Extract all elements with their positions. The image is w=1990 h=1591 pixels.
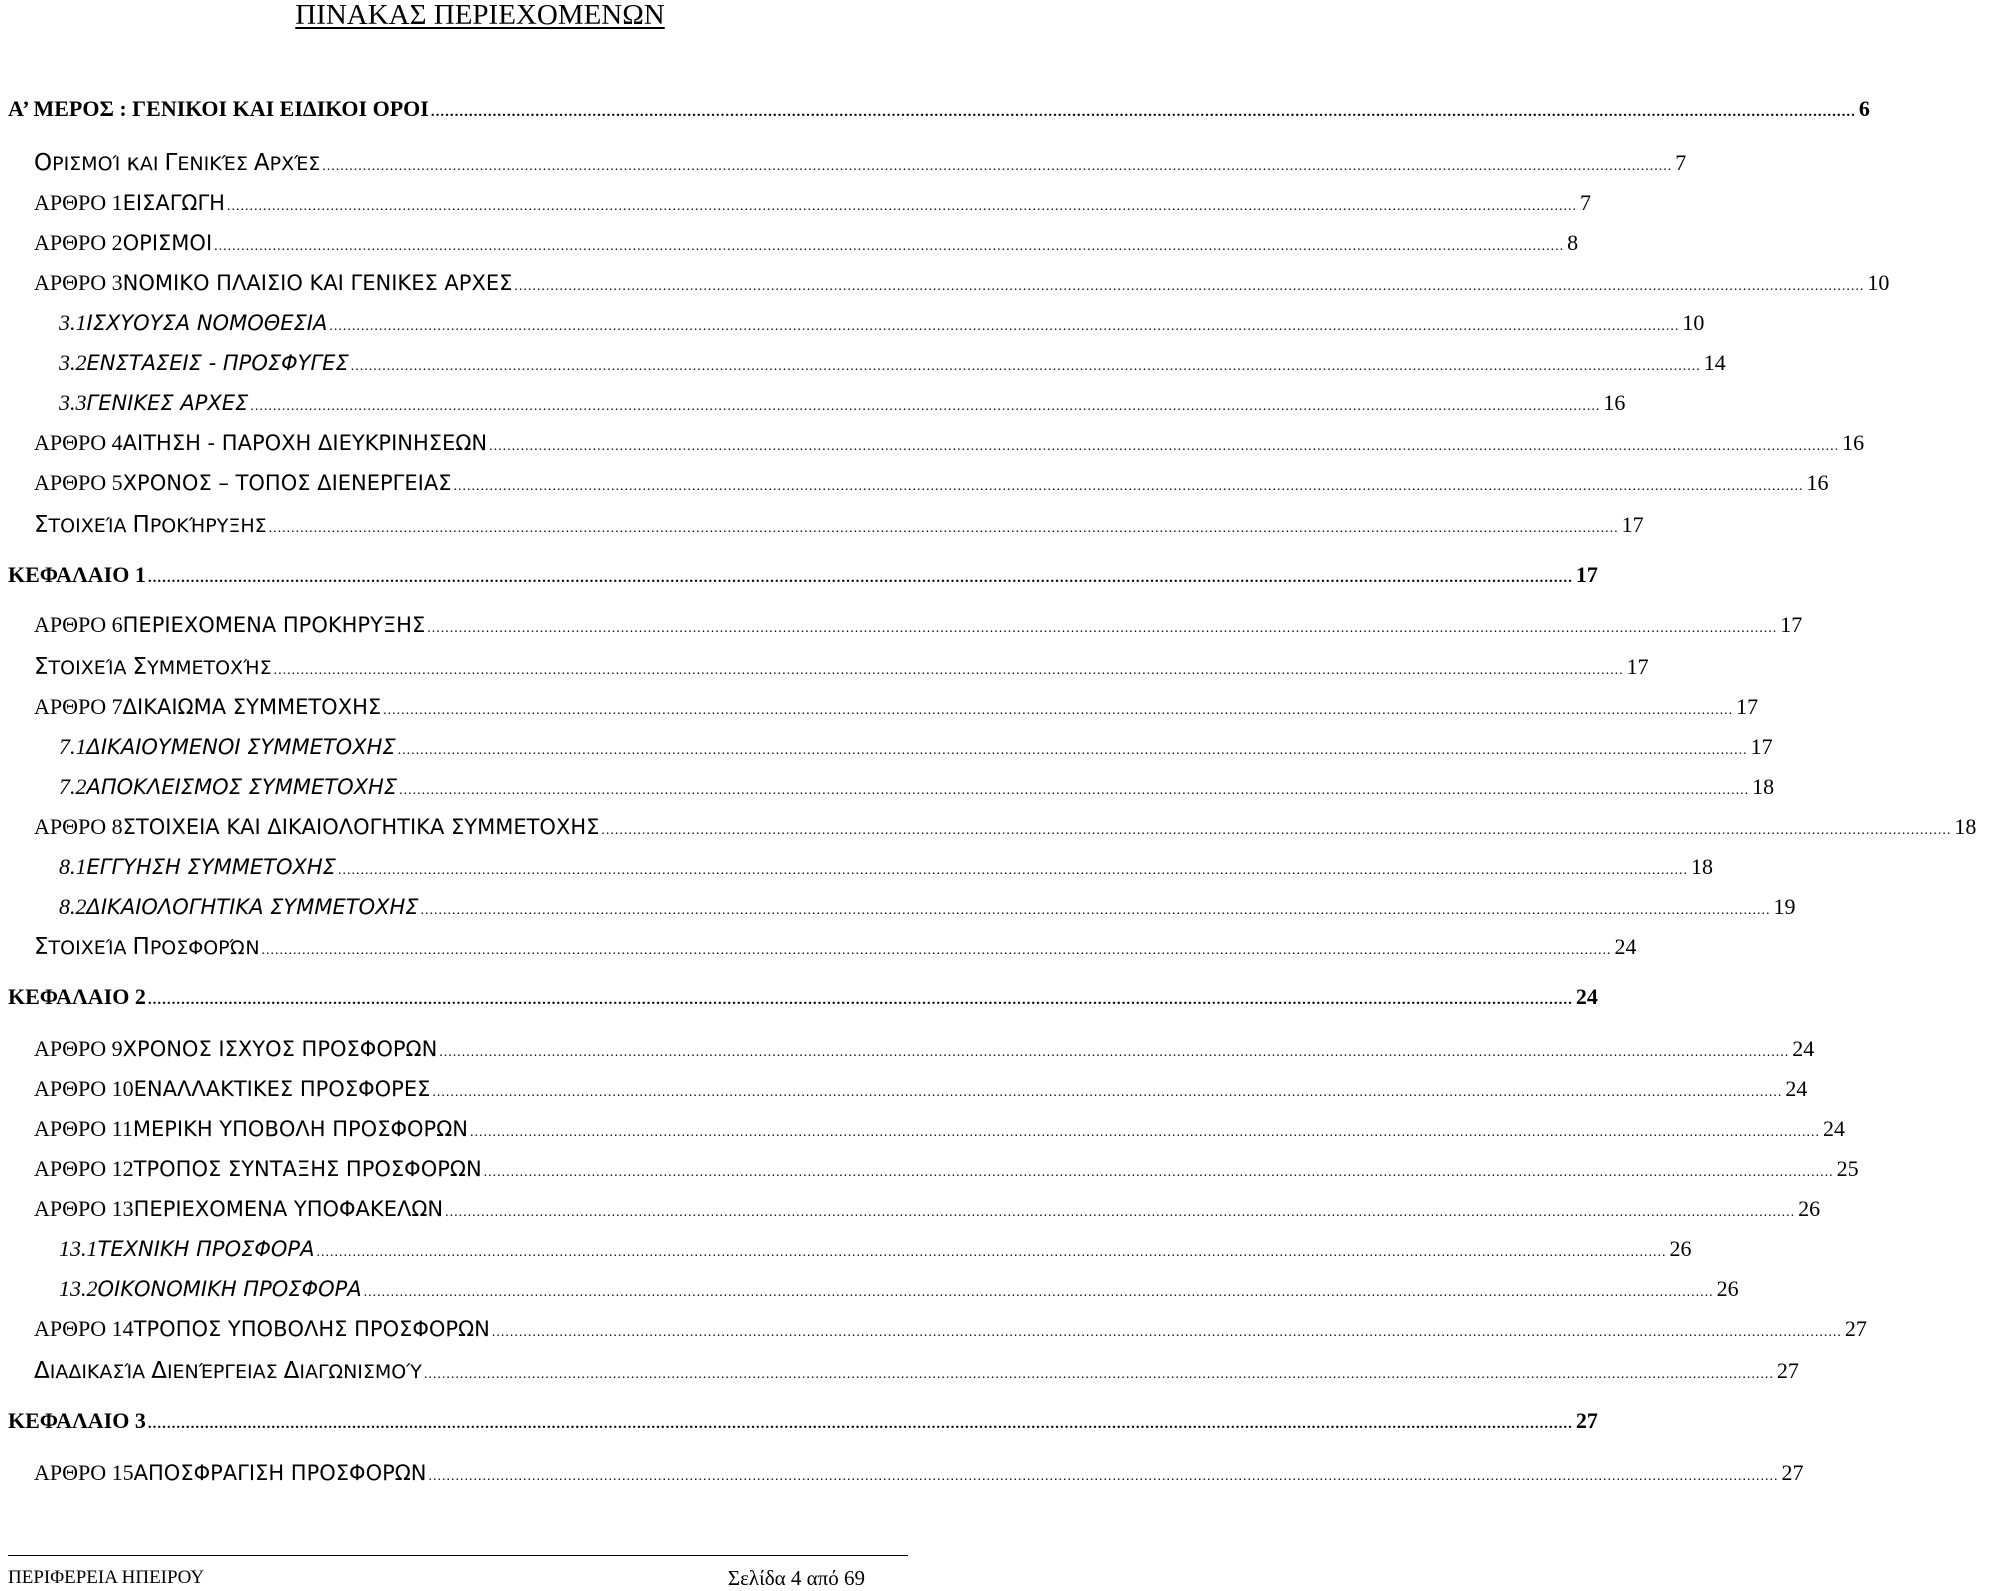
toc-leader-dots: ............................................................................................................................................................................................................................................................................................................ (491, 1325, 1842, 1340)
toc-leader-dots: ............................................................................................................................................................................................................................................................................................................ (214, 239, 1565, 254)
toc-leader-dots: ............................................................................................................................................................................................................................................................................................................ (250, 399, 1601, 414)
toc-entry-number: ΑΡΘΡΟ 12 (34, 1156, 134, 1181)
toc-entry (0, 894, 1796, 924)
toc-entry-page: 16 (1603, 390, 1626, 415)
toc-entry (0, 230, 1579, 260)
toc-entry-number: ΑΡΘΡΟ 2 (34, 230, 123, 255)
toc-leader-dots: ............................................................................................................................................................................................................................................................................................................ (350, 359, 1701, 374)
toc-leader-dots: ............................................................................................................................................................................................................................................................................................................ (445, 1205, 1796, 1220)
toc-entry-title: ΚΕΦΑΛΑΙΟ 3 (8, 1408, 146, 1433)
toc-entry-number: 8.1 (59, 854, 87, 879)
toc-entry-number: ΑΡΘΡΟ 1 (34, 190, 123, 215)
toc-entry (0, 1076, 1808, 1106)
toc-entry-page: 6 (1858, 96, 1870, 121)
toc-leader-dots: ............................................................................................................................................................................................................................................................................................................ (420, 903, 1771, 918)
toc-leader-dots: ............................................................................................................................................................................................................................................................................................................ (316, 1245, 1667, 1260)
toc-entry-number: ΑΡΘΡΟ 14 (34, 1316, 134, 1341)
toc-leader-dots: ............................................................................................................................................................................................................................................................................................................ (397, 743, 1748, 758)
toc-entry (0, 1316, 1867, 1346)
toc-entry (0, 1036, 1815, 1066)
toc-entry-number: ΑΡΘΡΟ 9 (34, 1036, 123, 1061)
toc-entry-page: 19 (1773, 894, 1796, 919)
toc-entry-number: 3.2 (59, 350, 87, 375)
toc-entry-number: 13.1 (59, 1236, 98, 1261)
toc-entry (0, 470, 1829, 500)
toc-entry-number: ΑΡΘΡΟ 8 (34, 814, 123, 839)
toc-entry-page: 10 (1682, 310, 1705, 335)
toc-entry-number: 3.1 (59, 310, 87, 335)
toc-entry (0, 984, 1598, 1014)
page-title: ΠΙΝΑΚΑΣ ΠΕΡΙΕΧΟΜΕΝΩΝ (295, 0, 665, 31)
toc-leader-dots: ............................................................................................................................................................................................................................................................................................................ (469, 1125, 1820, 1140)
toc-leader-dots: ............................................................................................................................................................................................................................................................................................................ (147, 1416, 1573, 1432)
toc-entry-title: ΟΡΙΣΜΟΊ κΑΙ ΓΕΝΙΚΈΣ ΑΡΧΈΣ (34, 150, 321, 176)
toc-entry-number: 13.2 (59, 1276, 98, 1301)
toc-entry (0, 350, 1726, 380)
toc-entry (0, 694, 1759, 724)
toc-leader-dots: ............................................................................................................................................................................................................................................................................................................ (261, 943, 1612, 958)
toc-entry-page: 27 (1781, 1460, 1804, 1485)
toc-entry-number: ΑΡΘΡΟ 11 (34, 1116, 133, 1141)
toc-leader-dots: ............................................................................................................................................................................................................................................................................................................ (432, 1085, 1783, 1100)
toc-entry-page: 27 (1844, 1316, 1867, 1341)
toc-leader-dots: ............................................................................................................................................................................................................................................................................................................ (147, 992, 1573, 1008)
toc-entry (0, 654, 1649, 684)
toc-entry (0, 512, 1644, 542)
toc-entry (0, 96, 1870, 126)
toc-entry-page: 7 (1675, 150, 1687, 175)
toc-entry (0, 612, 1803, 642)
toc-leader-dots: ............................................................................................................................................................................................................................................................................................................ (427, 621, 1778, 636)
toc-entry (0, 1156, 1859, 1186)
toc-leader-dots: ............................................................................................................................................................................................................................................................................................................ (423, 1367, 1774, 1382)
toc-entry-title: ΔΙΚΑΙΟΛΟΓΗΤΙΚΑ ΣΥΜΜΕΤΟΧΗΣ (86, 895, 419, 919)
toc-entry-page: 27 (1575, 1408, 1598, 1433)
toc-entry-number: 3.3 (59, 390, 87, 415)
toc-entry-title: ΠΕΡΙΕΧΟΜΕΝΑ ΠΡΟΚΗΡΥΞΗΣ (122, 613, 426, 637)
toc-entry-number: ΑΡΘΡΟ 6 (34, 612, 123, 637)
toc-entry-title: ΚΕΦΑΛΑΙΟ 2 (8, 984, 146, 1009)
toc-entry (0, 430, 1865, 460)
toc-entry-number: 8.2 (59, 894, 87, 919)
toc-entry-title: ΔΙΚΑΙΩΜΑ ΣΥΜΜΕΤΟΧΗΣ (122, 695, 382, 719)
toc-entry-number: 7.2 (59, 774, 87, 799)
toc-entry-page: 24 (1785, 1076, 1808, 1101)
toc-leader-dots: ............................................................................................................................................................................................................................................................................................................ (147, 570, 1573, 586)
toc-entry-page: 17 (1750, 734, 1773, 759)
toc-entry-title: ΔΙΚΑΙΟΥΜΕΝΟΙ ΣΥΜΜΕΤΟΧΗΣ (86, 735, 396, 759)
toc-entry-number: ΑΡΘΡΟ 10 (34, 1076, 134, 1101)
toc-entry-title: ΝΟΜΙΚΟ ΠΛΑΙΣΙΟ ΚΑΙ ΓΕΝΙΚΕΣ ΑΡΧΕΣ (122, 271, 513, 295)
toc-entry (0, 934, 1637, 964)
toc-entry (0, 190, 1591, 220)
toc-entry-page: 17 (1780, 612, 1803, 637)
toc-entry-title: ΕΓΓΥΗΣΗ ΣΥΜΜΕΤΟΧΗΣ (86, 855, 336, 879)
toc-leader-dots: ............................................................................................................................................................................................................................................................................................................ (601, 823, 1952, 838)
toc-entry (0, 1196, 1821, 1226)
toc-entry-title: ΚΕΦΑΛΑΙΟ 1 (8, 562, 146, 587)
toc-entry-title: ΣΤΟΙΧΕΊΑ ΠΡΟΣΦΟΡΏΝ (34, 934, 260, 960)
footer-page-number: Σελίδα 4 από 69 (727, 1566, 865, 1590)
toc-entry-title: ΔΙΑΔΙΚΑΣΊΑ ΔΙΕΝΈΡΓΕΙΑΣ ΔΙΑΓΩΝΙΣΜΟΎ (34, 1358, 422, 1384)
toc-entry (0, 854, 1713, 884)
toc-entry (0, 734, 1773, 764)
toc-entry-title: ΟΡΙΣΜΟΙ (122, 231, 213, 255)
toc-leader-dots: ............................................................................................................................................................................................................................................................................................................ (337, 863, 1688, 878)
toc-leader-dots: ............................................................................................................................................................................................................................................................................................................ (268, 521, 1619, 536)
toc-leader-dots: ............................................................................................................................................................................................................................................................................................................ (453, 479, 1804, 494)
toc-entry-title: ΤΕΧΝΙΚΗ ΠΡΟΣΦΟΡΑ (97, 1237, 315, 1261)
toc-leader-dots: ............................................................................................................................................................................................................................................................................................................ (489, 439, 1840, 454)
toc-entry (0, 1408, 1598, 1438)
toc-entry-title: ΑΠΟΣΦΡΑΓΙΣΗ ΠΡΟΣΦΟΡΩΝ (133, 1461, 427, 1485)
toc-entry-page: 10 (1867, 270, 1890, 295)
toc-entry-number: ΑΡΘΡΟ 13 (34, 1196, 134, 1221)
toc-entry-page: 18 (1690, 854, 1713, 879)
toc-entry-page: 26 (1798, 1196, 1821, 1221)
toc-leader-dots: ............................................................................................................................................................................................................................................................................................................ (363, 1285, 1714, 1300)
toc-entry (0, 1116, 1845, 1146)
toc-entry-number: 7.1 (59, 734, 87, 759)
toc-entry-page: 17 (1736, 694, 1759, 719)
toc-entry-number: ΑΡΘΡΟ 3 (34, 270, 123, 295)
toc-entry-title: ΕΙΣΑΓΩΓΗ (122, 191, 225, 215)
toc-entry (0, 1358, 1799, 1388)
toc-entry-page: 7 (1579, 190, 1591, 215)
toc-entry-page: 18 (1752, 774, 1775, 799)
toc-entry-number: ΑΡΘΡΟ 15 (34, 1460, 134, 1485)
toc-entry-page: 27 (1776, 1358, 1799, 1383)
toc-entry-page: 16 (1806, 470, 1829, 495)
toc-entry-title: ΓΕΝΙΚΕΣ ΑΡΧΕΣ (86, 391, 249, 415)
toc-leader-dots: ............................................................................................................................................................................................................................................................................................................ (430, 104, 1856, 120)
toc-entry-page: 17 (1626, 654, 1649, 679)
toc-entry-number: ΑΡΘΡΟ 5 (34, 470, 123, 495)
toc-entry-page: 16 (1842, 430, 1865, 455)
toc-entry-title: ΑΙΤΗΣΗ - ΠΑΡΟΧΗ ΔΙΕΥΚΡΙΝΗΣΕΩΝ (122, 431, 488, 455)
toc-entry-page: 14 (1703, 350, 1726, 375)
toc-entry-title: ΣΤΟΙΧΕΙΑ ΚΑΙ ΔΙΚΑΙΟΛΟΓΗΤΙΚΑ ΣΥΜΜΕΤΟΧΗΣ (122, 815, 600, 839)
toc-entry-title: ΕΝΣΤΑΣΕΙΣ - ΠΡΟΣΦΥΓΕΣ (86, 351, 349, 375)
toc-entry (0, 270, 1890, 300)
toc-entry-page: 25 (1836, 1156, 1859, 1181)
toc-entry-title: ΙΣΧΥΟΥΣΑ ΝΟΜΟΘΕΣΙΑ (86, 311, 328, 335)
toc-leader-dots: ............................................................................................................................................................................................................................................................................................................ (439, 1045, 1790, 1060)
toc-entry-title: ΧΡΟΝΟΣ ΙΣΧΥΟΣ ΠΡΟΣΦΟΡΩΝ (122, 1037, 438, 1061)
toc-entry-title: ΤΡΟΠΟΣ ΥΠΟΒΟΛΗΣ ΠΡΟΣΦΟΡΩΝ (133, 1317, 490, 1341)
toc-entry-page: 17 (1575, 562, 1598, 587)
toc-entry-page: 24 (1614, 934, 1637, 959)
toc-leader-dots: ............................................................................................................................................................................................................................................................................................................ (428, 1469, 1779, 1484)
toc-entry-title: ΑΠΟΚΛΕΙΣΜΟΣ ΣΥΜΜΕΤΟΧΗΣ (86, 775, 398, 799)
toc-entry (0, 1236, 1692, 1266)
toc-entry (0, 814, 1977, 844)
toc-leader-dots: ............................................................................................................................................................................................................................................................................................................ (226, 199, 1577, 214)
toc-leader-dots: ............................................................................................................................................................................................................................................................................................................ (273, 663, 1624, 678)
toc-entry (0, 562, 1598, 592)
toc-leader-dots: ............................................................................................................................................................................................................................................................................................................ (329, 319, 1680, 334)
toc-entry-title: ΣΤΟΙΧΕΊΑ ΠΡΟΚΉΡΥΞΗΣ (34, 512, 267, 538)
toc-entry-page: 17 (1621, 512, 1644, 537)
toc-entry-page: 24 (1575, 984, 1598, 1009)
toc-entry (0, 1460, 1804, 1490)
toc-entry-page: 26 (1669, 1236, 1692, 1261)
toc-entry (0, 150, 1687, 180)
toc-leader-dots: ............................................................................................................................................................................................................................................................................................................ (514, 279, 1865, 294)
toc-entry-page: 24 (1822, 1116, 1845, 1141)
toc-entry-title: ΣΤΟΙΧΕΊΑ ΣΥΜΜΕΤΟΧΉΣ (34, 654, 272, 680)
toc-entry-title: Α’ ΜΕΡΟΣ : ΓΕΝΙΚΟΙ ΚΑΙ ΕΙΔΙΚΟΙ ΟΡΟΙ (8, 96, 429, 121)
toc-entry-page: 8 (1567, 230, 1579, 255)
toc-entry-number: ΑΡΘΡΟ 7 (34, 694, 123, 719)
toc-entry (0, 310, 1705, 340)
toc-entry-title: ΕΝΑΛΛΑΚΤΙΚΕΣ ΠΡΟΣΦΟΡΕΣ (133, 1077, 431, 1101)
toc-entry-title: ΠΕΡΙΕΧΟΜΕΝΑ ΥΠΟΦΑΚΕΛΩΝ (133, 1197, 444, 1221)
toc-entry-title: ΧΡΟΝΟΣ – ΤΟΠΟΣ ΔΙΕΝΕΡΓΕΙΑΣ (122, 471, 452, 495)
footer-organization: ΠΕΡΙΦΕΡΕΙΑ ΗΠΕΙΡΟΥ (8, 1567, 205, 1588)
toc-entry-title: ΤΡΟΠΟΣ ΣΥΝΤΑΞΗΣ ΠΡΟΣΦΟΡΩΝ (133, 1157, 482, 1181)
toc-leader-dots: ............................................................................................................................................................................................................................................................................................................ (483, 1165, 1834, 1180)
toc-entry-page: 24 (1792, 1036, 1815, 1061)
toc-entry-page: 26 (1716, 1276, 1739, 1301)
toc-leader-dots: ............................................................................................................................................................................................................................................................................................................ (399, 783, 1750, 798)
toc-entry-title: ΟΙΚΟΝΟΜΙΚΗ ΠΡΟΣΦΟΡΑ (97, 1277, 362, 1301)
toc-leader-dots: ............................................................................................................................................................................................................................................................................................................ (383, 703, 1734, 718)
toc-entry-number: ΑΡΘΡΟ 4 (34, 430, 123, 455)
toc-entry (0, 1276, 1739, 1306)
toc-entry (0, 390, 1626, 420)
toc-leader-dots: ............................................................................................................................................................................................................................................................................................................ (322, 159, 1673, 174)
toc-entry-title: ΜΕΡΙΚΗ ΥΠΟΒΟΛΗ ΠΡΟΣΦΟΡΩΝ (132, 1117, 468, 1141)
toc-entry-page: 18 (1954, 814, 1977, 839)
toc-entry (0, 774, 1775, 804)
footer-divider (8, 1555, 908, 1556)
